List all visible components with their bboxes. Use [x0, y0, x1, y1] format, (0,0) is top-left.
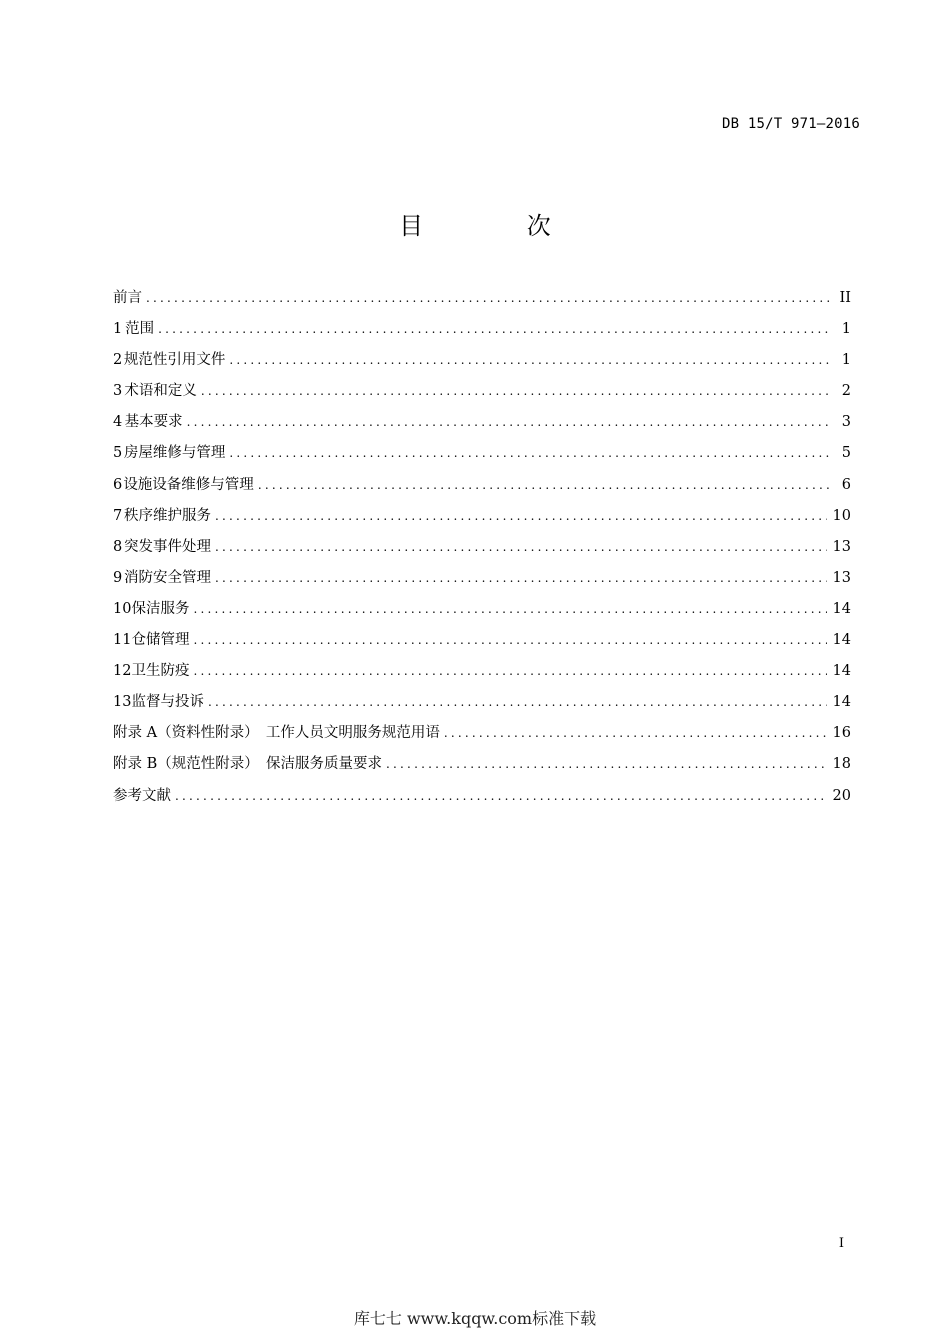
toc-entry-number: 1	[113, 321, 123, 338]
toc-entry[interactable]	[113, 314, 851, 345]
toc-entry-title: 消防安全管理	[124, 569, 212, 586]
toc-dot-leader	[193, 656, 826, 687]
toc-entry-page: 13	[832, 538, 851, 555]
table-of-contents	[113, 283, 851, 812]
toc-entry-page: 14	[832, 663, 851, 680]
toc-entry[interactable]	[113, 407, 851, 438]
toc-dot-leader	[208, 687, 827, 718]
toc-entry[interactable]	[113, 438, 851, 469]
toc-entry-number: 8	[113, 538, 123, 555]
toc-dot-leader	[187, 407, 831, 438]
toc-dot-leader	[258, 470, 831, 501]
toc-entry[interactable]	[113, 532, 851, 563]
toc-entry[interactable]	[113, 470, 851, 501]
toc-dot-leader	[193, 625, 826, 656]
toc-entry-page: 13	[832, 569, 851, 586]
toc-entry-title: 秩序维护服务	[124, 507, 212, 524]
toc-entry-page: 3	[841, 414, 851, 431]
toc-entry-number: 9	[113, 569, 123, 586]
toc-entry-number: 3	[113, 383, 123, 400]
toc-entry-number: 10	[113, 600, 132, 617]
toc-entry-title: 监督与投诉	[131, 694, 204, 711]
toc-entry[interactable]	[113, 283, 851, 314]
toc-dot-leader	[215, 501, 827, 532]
toc-entry-title: 房屋维修与管理	[123, 445, 226, 462]
toc-entry-number: 7	[113, 507, 123, 524]
toc-dot-leader	[146, 283, 831, 314]
toc-dot-leader	[201, 376, 831, 407]
toc-dot-leader	[229, 438, 831, 469]
toc-dot-leader	[229, 345, 831, 376]
toc-entry[interactable]	[113, 501, 851, 532]
toc-entry-number: 2	[113, 352, 123, 369]
toc-entry-page: 2	[841, 383, 851, 400]
toc-entry-page: 18	[832, 756, 851, 773]
toc-entry[interactable]	[113, 687, 851, 718]
toc-entry-title: 突发事件处理	[124, 538, 212, 555]
standard-code: DB 15/T 971—2016	[721, 116, 860, 132]
toc-dot-leader	[158, 314, 831, 345]
toc-entry-page: 20	[832, 787, 851, 804]
toc-entry-number: 11	[113, 632, 132, 649]
toc-entry-page: 5	[841, 445, 851, 462]
toc-dot-leader	[215, 563, 827, 594]
toc-entry-title: 范围	[125, 321, 155, 338]
toc-entry-number: 12	[113, 663, 132, 680]
toc-entry-number: 5	[113, 445, 123, 462]
toc-dot-leader	[386, 749, 827, 780]
toc-entry-page: II	[839, 290, 851, 306]
toc-dot-leader	[175, 781, 827, 812]
toc-entry-title: 前言	[113, 290, 142, 306]
toc-entry-title: 术语和定义	[124, 383, 197, 400]
toc-entry-page: 14	[832, 600, 851, 617]
toc-entry-title: 保洁服务	[131, 600, 190, 617]
toc-entry-title: 附录 B（规范性附录） 保洁服务质量要求	[113, 756, 383, 773]
toc-entry-title: 设施设备维修与管理	[123, 476, 254, 493]
toc-dot-leader	[444, 718, 827, 749]
toc-entry[interactable]	[113, 563, 851, 594]
toc-entry-number: 6	[113, 476, 123, 493]
toc-entry-number: 13	[113, 694, 132, 711]
toc-entry[interactable]	[113, 345, 851, 376]
toc-entry-page: 14	[832, 694, 851, 711]
toc-entry-page: 1	[841, 352, 851, 369]
toc-entry-title: 附录 A（资料性附录） 工作人员文明服务规范用语	[113, 725, 440, 742]
toc-entry-title: 规范性引用文件	[123, 352, 226, 369]
toc-entry-appendix-b[interactable]	[113, 749, 851, 780]
toc-entry-page: 6	[841, 476, 851, 493]
toc-entry-page: 10	[832, 507, 851, 524]
watermark-text: 库七七 www.kqqw.com标准下载	[353, 1309, 597, 1328]
page-title: 目 次	[399, 212, 599, 240]
toc-entry-number: 4	[113, 414, 123, 431]
toc-dot-leader	[215, 532, 827, 563]
toc-entry[interactable]	[113, 625, 851, 656]
toc-entry-page: 1	[841, 321, 851, 338]
toc-entry-title: 卫生防疫	[131, 663, 190, 680]
page-number: I	[838, 1236, 844, 1251]
toc-entry-page: 14	[832, 632, 851, 649]
toc-entry[interactable]	[113, 594, 851, 625]
toc-entry-appendix-a[interactable]	[113, 718, 851, 749]
toc-entry[interactable]	[113, 656, 851, 687]
toc-entry-title: 参考文献	[113, 787, 171, 804]
toc-entry[interactable]	[113, 376, 851, 407]
toc-entry-title: 基本要求	[124, 414, 183, 431]
toc-entry-page: 16	[832, 725, 851, 742]
toc-entry-title: 仓储管理	[131, 632, 190, 649]
toc-dot-leader	[193, 594, 826, 625]
toc-entry-references[interactable]	[113, 781, 851, 812]
